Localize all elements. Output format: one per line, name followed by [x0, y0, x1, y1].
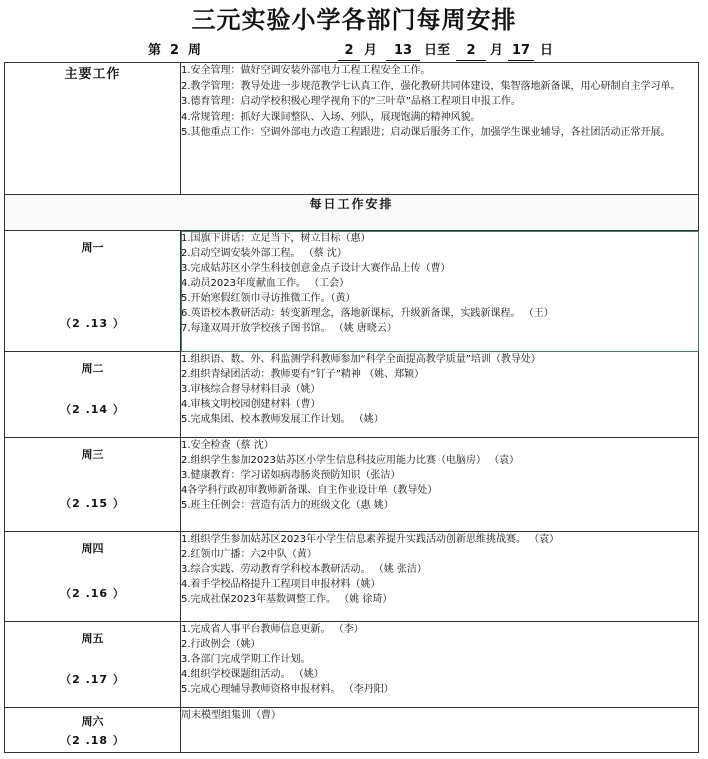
list-item: 5.其他重点工作：空调外部电力改造工程跟进；启动课后服务工作，加强学生课业辅导，各社团活动正常开展。	[181, 127, 671, 138]
list-item: 1.国旗下讲话：立足当下，树立目标（惠）	[181, 233, 371, 244]
day-content	[181, 438, 699, 532]
day-date: （2 .17 ）	[60, 673, 125, 686]
list-item: 3.健康教育：学习诺如病毒肠炎预防知识（张洁）	[181, 470, 401, 481]
day-content	[181, 532, 699, 622]
list-item: 1.完成省人事平台教师信息更新。 （李）	[181, 624, 364, 635]
list-item: 2.行政例会（姚）	[181, 639, 261, 650]
day-name: 周二	[81, 362, 104, 375]
list-item: 3.综合实践、劳动教育学科校本教研活动。 （姚 张洁）	[181, 564, 427, 575]
list-item: 3.审核综合督导材料目录（姚）	[181, 384, 321, 395]
page-title: 三元实验小学各部门每周安排	[191, 6, 517, 34]
day-name: 周三	[81, 448, 104, 461]
list-item: 5.完成心理辅导教师资格申报材料。 （李丹阳）	[181, 684, 394, 695]
end-day: 17	[508, 42, 534, 61]
day-name: 周一	[81, 241, 104, 254]
list-item: 5.完成集团、校本教师发展工作计划。 （姚）	[181, 414, 384, 425]
list-item: 4.审核文明校园创建材料（曹）	[181, 399, 321, 410]
list-item: 2.组织青绿团活动：教师要有“钉子”精神 （姚、郑颖）	[181, 369, 425, 380]
list-item: 4.动员2023年度献血工作。 （工会）	[181, 278, 350, 289]
start-month-char: 月	[364, 43, 378, 58]
day-row-fri	[5, 622, 699, 708]
day-row-mon	[5, 231, 699, 352]
day-date: （2 .18 ）	[60, 734, 125, 747]
day-row-wed	[5, 438, 699, 532]
day-date: （2 .14 ）	[60, 403, 125, 416]
list-item: 4.常规管理：抓好大课间整队、入场、列队，展现饱满的精神风貌。	[181, 111, 481, 123]
day-date: （2 .16 ）	[60, 587, 125, 600]
day-label-cell	[5, 231, 181, 352]
list-item: 2.教学管理：教导处进一步规范教学七认真工作，强化教研共同体建设，集智落地新备课，用心研制自主学习单。	[181, 80, 681, 92]
start-day: 13	[386, 42, 420, 61]
list-item: 4.组织学校课题组活动。 （姚）	[181, 669, 324, 680]
day-name: 周五	[81, 632, 104, 645]
week-prefix: 第	[148, 43, 162, 58]
start-month: 2	[338, 42, 360, 61]
date-to: 日至	[424, 43, 451, 58]
main-work-row	[5, 63, 699, 195]
day-label-cell	[5, 438, 181, 532]
day-name: 周六	[81, 715, 104, 728]
list-item: 6.英语校本教研活动：转变新理念，落地新课标，升级新备课，实践新课程。 （王）	[181, 308, 554, 319]
day-content	[181, 352, 699, 438]
day-content	[181, 622, 699, 708]
main-work-content	[181, 63, 699, 195]
list-item: 周末模型组集训（曹）	[181, 710, 281, 721]
list-item: 5.班主任例会：营造有活力的班级文化（惠 姚）	[181, 500, 394, 511]
list-item: 2.启动空调安装外部工程。 （蔡 沈）	[181, 248, 347, 259]
list-item: 4各学科行政初审教师新备课、自主作业设计单（教导处）	[181, 485, 438, 496]
list-item: 2.组织学生参加2023姑苏区小学生信息科技应用能力比赛（电脑房） （袁）	[181, 455, 520, 466]
list-item: 1.安全管理：做好空调安装外部电力工程工程安全工作。	[181, 65, 431, 76]
week-number: 2	[170, 43, 180, 58]
end-month-char: 月	[490, 43, 504, 58]
list-item: 1.组织语、数、外、科监测学科教师参加“科学全面提高教学质量”培训（教导处）	[181, 354, 541, 365]
end-month: 2	[456, 42, 486, 61]
day-label-cell	[5, 708, 181, 753]
list-item: 5.完成社保2023年基数调整工作。 （姚 徐琦）	[181, 594, 393, 605]
main-work-label: 主要工作	[5, 63, 181, 195]
day-date: （2 .13 ）	[60, 317, 125, 330]
day-content	[181, 231, 699, 352]
day-label-cell	[5, 352, 181, 438]
week-range-row	[0, 42, 708, 60]
day-name: 周四	[81, 542, 104, 555]
section-header-row	[5, 195, 699, 231]
day-row-sat	[5, 708, 699, 753]
list-item: 5.开始寒假红领巾寻访推微工作。（黄）	[181, 293, 356, 304]
list-item: 4.着手学校品格提升工程项目申报材料（姚）	[181, 579, 381, 590]
list-item: 2.红领巾广播：六2中队（黄）	[181, 549, 317, 560]
schedule-table	[4, 62, 699, 753]
list-item: 7.每逢双周开放学校孩子图书馆。 （姚 唐晓云）	[181, 323, 397, 334]
day-content	[181, 708, 699, 753]
day-row-thu	[5, 532, 699, 622]
week-suffix: 周	[188, 43, 202, 58]
daily-section-label: 每日工作安排	[5, 195, 699, 231]
day-row-tue	[5, 352, 699, 438]
day-label-cell	[5, 532, 181, 622]
day-label-cell	[5, 622, 181, 708]
list-item: 1.安全检查（蔡 沈）	[181, 440, 274, 451]
list-item: 1.组织学生参加姑苏区2023年小学生信息素养提升实践活动创新思维挑战赛。 （袁）	[181, 534, 560, 545]
end-day-char: 日	[540, 43, 554, 58]
list-item: 3.完成姑苏区小学生科技创意金点子设计大赛作品上传（曹）	[181, 263, 451, 274]
day-date: （2 .15 ）	[60, 497, 125, 510]
list-item: 3.各部门完成学期工作计划。	[181, 654, 311, 665]
list-item: 3.德育管理：启动学校积极心理学视角下的“三叶草”品格工程项目申报工作。	[181, 96, 521, 107]
